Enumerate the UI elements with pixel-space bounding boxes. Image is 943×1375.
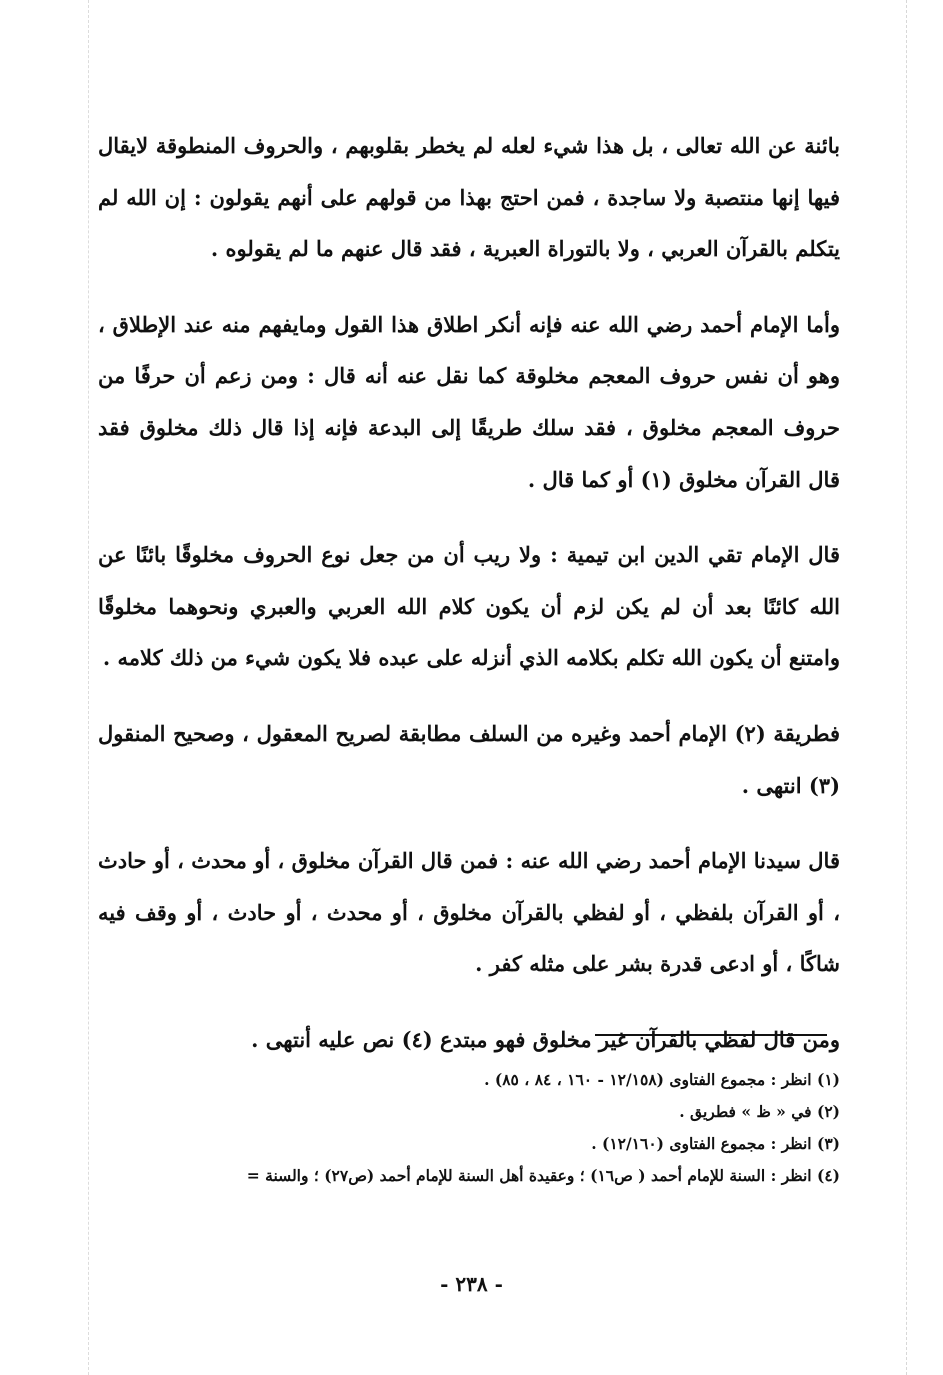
paragraph: قال سيدنا الإمام أحمد رضي الله عنه : فمن قال القرآن مخلوق ، أو محدث ، أو حادث ، أو القرآن بلفظي ، أو لفظي بالقرآن مخلوق ، أو محدث ، أو حادث ، أو وقف فيه شاكًا ، أو ادعى قدرة بشر على مثله كفر . bbox=[98, 848, 840, 977]
page-number: - ٢٣٨ - bbox=[440, 1272, 503, 1296]
main-text bbox=[98, 120, 840, 1066]
paragraph: بائنة عن الله تعالى ، بل هذا شيء لعله لم يخطر بقلوبهم ، والحروف المنطوقة لايقال فيها إنها منتصبة ولا ساجدة ، فمن احتج بهذا من قولهم على أنهم يقولون : إن الله لم يتكلم بالقرآن العربي ، ولا بالتوراة العبرية ، فقد قال عنهم ما لم يقولوه . bbox=[98, 133, 840, 262]
footnote: (٤) انظر : السنة للإمام أحمد ( ص١٦) ؛ وعقيدة أهل السنة للإمام أحمد (ص٢٧) ؛ والسنة = bbox=[246, 1166, 840, 1185]
paragraph: فطريقة (٢) الإمام أحمد وغيره من السلف مطابقة لصريح المعقول ، وصحيح المنقول (٣) انتهى . bbox=[98, 720, 840, 798]
footnotes bbox=[96, 1064, 840, 1192]
scan-edge-right bbox=[906, 0, 907, 1375]
paragraph: وأما الإمام أحمد رضي الله عنه فإنه أنكر اطلاق هذا القول ومايفهم منه عند الإطلاق ، وهو أن نفس حروف المعجم مخلوقة كما نقل عنه أنه قال : ومن زعم أن حرفًا من حروف المعجم مخلوق ، فقد سلك طريقًا إلى البدعة فإنه إذا قال ذلك مخلوق فقد قال القرآن مخلوق (١) أو كما قال . bbox=[98, 311, 840, 492]
footnote: (١) انظر : مجموع الفتاوى (١٢/١٥٨ - ١٦٠ ، ٨٤ ، ٨٥) . bbox=[484, 1070, 840, 1089]
paragraph: ومن قال لفظي بالقرآن غير مخلوق فهو مبتدع (٤) نص عليه أنتهى . bbox=[251, 1026, 840, 1052]
paragraph: قال الإمام تقي الدين ابن تيمية : ولا ريب أن من جعل نوع الحروف مخلوقًا بائنًا عن الله كائنًا بعد أن لم يكن لزم أن يكون كلام الله العربي والعبري ونحوهما مخلوقًا وامتنع أن يكون الله تكلم بكلامه الذي أنزله على عبده فلا يكون شيء من ذلك كلامه . bbox=[98, 542, 840, 671]
footnote-separator bbox=[595, 1034, 827, 1036]
footnote: (٣) انظر : مجموع الفتاوى (١٢/١٦٠) . bbox=[591, 1134, 840, 1153]
footnote: (٢) في « ظ » فطريق . bbox=[679, 1102, 840, 1121]
scan-edge-left bbox=[88, 0, 89, 1375]
